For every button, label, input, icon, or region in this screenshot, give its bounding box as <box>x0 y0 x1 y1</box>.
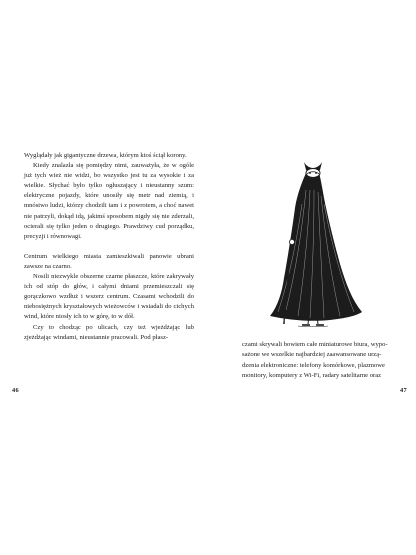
text-line: czami skrywali bowiem całe miniaturowe biura, wypo- <box>242 341 388 348</box>
left-text-column <box>24 151 194 343</box>
paragraph: Czy to chodząc po ulicach, czy też wjeżdżając lub zjeżdżając windami, nieustannie pracowali. Pod płasz- <box>24 323 194 341</box>
paragraph: Kiedy znalazła się pomiędzy nimi, zauważyła, że w ogóle już tych wież nie widzi, bo wszystko jest tu za wysokie i za wielkie. Słychać było tylko ogłuszający i nieustanny szum: elektryczne pojazdy, które unosiły się metr nad ziemią, i mnóstwo ludzi, którzy chodzili tam i z powrotem, a choć nawet nie patrzyli, dokąd idą, jakimś sposobem nigdy się nie zderzali, ocierali się tylko jeden o drugiego. Prawdziwy cud porządku, precyzji i równowagi. <box>24 162 194 240</box>
text-line: dzenia elektroniczne: telefony komórkowe, plazmowe <box>242 361 385 369</box>
right-page <box>208 0 416 555</box>
cloaked-figure-illustration <box>248 160 374 330</box>
text-line: monitory, komputery z Wi-Fi, radary satelitarne oraz <box>242 371 382 379</box>
page-number-left: 46 <box>12 387 19 394</box>
paragraph: Nosili niezwykle obszerne czarne płaszcze, które zakrywały ich od stóp do głów, i całymi dniami przemieszczali się gorączkowo wzdłuż i wszerz centrum. Czasami wchodzili do niebosiężnych kryształowych wieżowców i wsiadali do cichych wind, które niosły ich to w górę, to w dół. <box>24 273 194 321</box>
paragraph: Wyglądały jak gigantyczne drzewa, którym ktoś ściął korony. <box>24 152 187 159</box>
page-number-right: 47 <box>400 387 407 394</box>
right-text-column <box>242 340 406 381</box>
text-line: sażone we wszelkie najbardziej zaawansowane urzą- <box>242 351 382 359</box>
paragraph: Centrum wielkiego miasta zamieszkiwali panowie ubrani zawsze na czarno. <box>24 252 194 270</box>
